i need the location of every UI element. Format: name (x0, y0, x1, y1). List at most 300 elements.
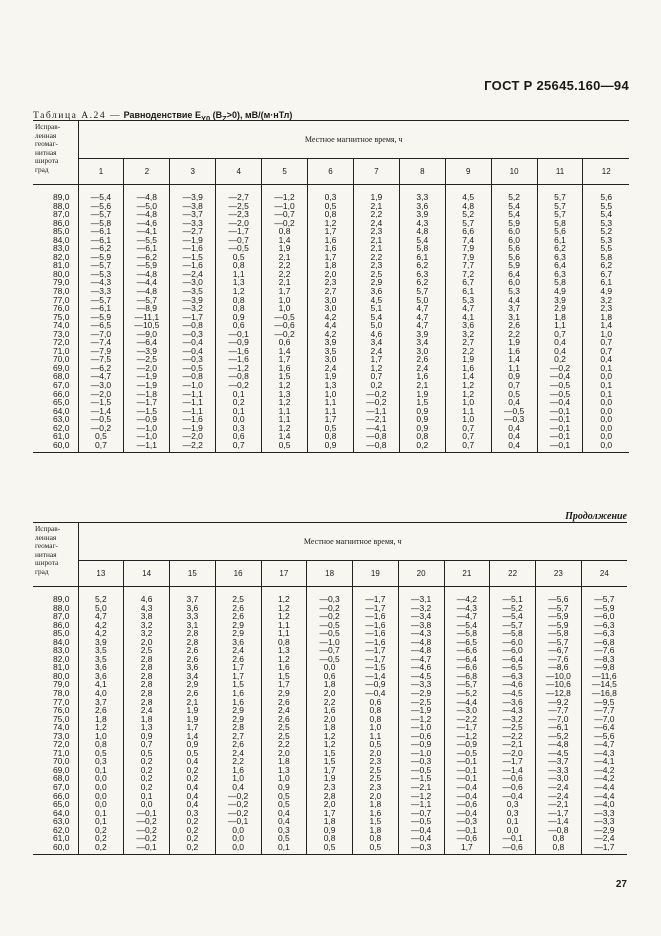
value-cell: —1,5 (398, 774, 444, 783)
value-cell: 2,9 (215, 629, 261, 638)
value-cell: 6,2 (537, 244, 583, 253)
value-cell: 0,2 (78, 843, 124, 855)
value-cell: —2,1 (490, 740, 536, 749)
value-cell: —0,9 (353, 680, 399, 689)
value-cell: —0,1 (444, 766, 490, 775)
hour-header: 15 (170, 561, 216, 587)
value-cell: 2,1 (399, 381, 445, 390)
value-cell: —0,5 (398, 766, 444, 775)
value-cell: 1,3 (124, 723, 170, 732)
value-cell: 0,0 (215, 843, 261, 855)
value-cell: 0,4 (537, 338, 583, 347)
value-cell: —3,7 (170, 210, 216, 219)
value-cell: 2,0 (353, 749, 399, 758)
value-cell: 2,2 (445, 347, 491, 356)
value-cell: 6,4 (491, 270, 537, 279)
value-cell: —0,2 (215, 800, 261, 809)
value-cell: —4,8 (124, 270, 170, 279)
value-cell: —0,1 (490, 834, 536, 843)
latitude-cell: 63,0 (52, 414, 70, 425)
value-cell: —4,6 (124, 219, 170, 228)
value-cell: 1,6 (261, 663, 307, 672)
value-cell: 0,0 (583, 407, 629, 416)
value-cell: 1,9 (170, 715, 216, 724)
value-cell: 0,2 (124, 774, 170, 783)
value-cell: 2,6 (399, 355, 445, 364)
value-cell: 0,7 (78, 441, 124, 453)
value-cell: —6,8 (444, 672, 490, 681)
value-cell: 0,8 (353, 834, 399, 843)
value-cell: 0,1 (124, 792, 170, 801)
value-cell: —3,0 (78, 381, 124, 390)
value-cell: —5,9 (124, 261, 170, 270)
value-cell: —5,7 (581, 587, 627, 604)
value-cell: 5,0 (353, 321, 399, 330)
value-cell: 0,9 (491, 372, 537, 381)
value-cell: —0,5 (216, 244, 262, 253)
value-cell: —4,3 (581, 749, 627, 758)
latitude-header (33, 121, 78, 185)
latitude-cell: 74,0 (52, 320, 70, 331)
value-cell: 5,5 (583, 202, 629, 211)
latitude-cell: 77,0 (52, 696, 70, 707)
value-cell: 5,7 (399, 287, 445, 296)
value-cell: 0,7 (353, 372, 399, 381)
value-cell: —4,3 (490, 706, 536, 715)
value-cell: 0,0 (583, 441, 629, 453)
value-cell: —1,0 (398, 723, 444, 732)
value-cell: 5,6 (491, 253, 537, 262)
value-cell: —7,0 (581, 715, 627, 724)
value-cell: 0,1 (216, 407, 262, 416)
latitude-cell: 87,0 (52, 209, 70, 220)
value-cell: 0,8 (308, 210, 354, 219)
value-cell: —2,7 (170, 227, 216, 236)
value-cell: 0,4 (215, 783, 261, 792)
value-cell: 0,7 (445, 432, 491, 441)
value-cell: 3,6 (78, 672, 124, 681)
value-cell: —3,3 (78, 287, 124, 296)
value-cell: —2,4 (581, 834, 627, 843)
value-cell: 4,7 (399, 304, 445, 313)
hour-header: 1 (78, 159, 124, 185)
value-cell: 5,2 (583, 227, 629, 236)
value-cell: 2,0 (307, 800, 353, 809)
value-cell: —1,6 (353, 621, 399, 630)
value-cell: —6,8 (581, 638, 627, 647)
value-cell: 3,6 (170, 663, 216, 672)
value-cell: 1,8 (537, 313, 583, 322)
value-cell: —0,1 (216, 330, 262, 339)
value-cell: 0,8 (353, 706, 399, 715)
value-cell: 1,7 (262, 287, 308, 296)
hour-header: 16 (215, 561, 261, 587)
value-cell: —1,2 (398, 715, 444, 724)
value-cell: —0,5 (170, 364, 216, 373)
value-cell: —1,4 (536, 817, 582, 826)
value-cell: 2,5 (353, 766, 399, 775)
value-cell: —1,1 (353, 407, 399, 416)
value-cell: —3,2 (170, 304, 216, 313)
value-cell: 4,8 (445, 202, 491, 211)
value-cell: 2,9 (215, 706, 261, 715)
value-cell: —1,1 (398, 800, 444, 809)
latitude-cell: 72,0 (52, 337, 70, 348)
value-cell: —7,6 (536, 655, 582, 664)
value-cell: —4,8 (536, 740, 582, 749)
value-cell: 3,7 (170, 587, 216, 604)
value-cell: 0,0 (307, 663, 353, 672)
value-cell: 2,4 (353, 347, 399, 356)
value-cell: —3,2 (490, 715, 536, 724)
latitude-cell: 78,0 (52, 688, 70, 699)
latitude-cell: 84,0 (52, 636, 70, 647)
value-cell: —1,9 (398, 706, 444, 715)
value-cell: —0,2 (124, 834, 170, 843)
value-cell: —1,5 (170, 253, 216, 262)
value-cell: 4,5 (353, 296, 399, 305)
value-cell: 1,8 (124, 715, 170, 724)
value-cell: 0,2 (78, 826, 124, 835)
value-cell: 1,5 (307, 749, 353, 758)
value-cell: —6,5 (444, 638, 490, 647)
value-cell: 1,5 (262, 372, 308, 381)
value-cell: 1,0 (262, 296, 308, 305)
value-cell: 3,4 (399, 338, 445, 347)
value-cell: 1,1 (262, 415, 308, 424)
value-cell: —2,5 (216, 202, 262, 211)
value-cell: 6,3 (399, 270, 445, 279)
value-cell: 0,2 (170, 766, 216, 775)
latitude-cell: 60,0 (33, 843, 78, 855)
value-cell: 0,1 (216, 390, 262, 399)
value-cell: 0,8 (536, 834, 582, 843)
value-cell: —6,5 (78, 321, 124, 330)
value-cell: 3,1 (170, 621, 216, 630)
value-cell: 3,3 (399, 185, 445, 202)
latitude-cell: 64,0 (52, 405, 70, 416)
value-cell: —1,5 (353, 663, 399, 672)
latitude-cell: 69,0 (52, 764, 70, 775)
value-cell: —1,0 (307, 638, 353, 647)
value-cell: 5,6 (583, 185, 629, 202)
value-cell: 1,6 (308, 244, 354, 253)
value-cell: —1,9 (170, 424, 216, 433)
value-cell: 0,8 (353, 715, 399, 724)
standard-designation: ГОСТ Р 25645.160—94 (484, 78, 629, 93)
value-cell: 3,6 (78, 663, 124, 672)
value-cell: 2,9 (215, 621, 261, 630)
value-cell: 5,6 (491, 244, 537, 253)
value-cell: 0,4 (491, 398, 537, 407)
value-cell: 2,1 (170, 698, 216, 707)
value-cell: 0,2 (124, 783, 170, 792)
value-cell: 7,4 (445, 236, 491, 245)
value-cell: 5,9 (491, 219, 537, 228)
value-cell: 7,9 (445, 253, 491, 262)
value-cell: 1,3 (261, 766, 307, 775)
hour-header: 5 (262, 159, 308, 185)
value-cell: 1,8 (307, 817, 353, 826)
value-cell: —14,5 (581, 680, 627, 689)
hour-header: 22 (490, 561, 536, 587)
value-cell: —0,9 (124, 415, 170, 424)
value-cell: —2,4 (536, 783, 582, 792)
value-cell: 2,4 (399, 364, 445, 373)
value-cell: 2,9 (215, 715, 261, 724)
value-cell: —6,1 (536, 723, 582, 732)
value-cell: —1,5 (124, 407, 170, 416)
value-cell: 2,5 (261, 732, 307, 741)
latitude-cell: 64,0 (52, 807, 70, 818)
hour-header: 23 (536, 561, 582, 587)
value-cell: —4,2 (581, 766, 627, 775)
value-cell: 2,6 (215, 604, 261, 613)
value-cell: —2,7 (216, 185, 262, 202)
value-cell: 0,0 (583, 432, 629, 441)
value-cell: 5,4 (353, 313, 399, 322)
value-cell: 2,0 (353, 792, 399, 801)
hour-header: 9 (445, 159, 491, 185)
latitude-cell: 71,0 (52, 747, 70, 758)
value-cell: 0,9 (307, 826, 353, 835)
hour-header: 18 (307, 561, 353, 587)
value-cell: —0,7 (262, 210, 308, 219)
value-cell: —1,2 (444, 732, 490, 741)
value-cell: —5,9 (78, 313, 124, 322)
value-cell: 3,9 (399, 330, 445, 339)
value-cell: 1,6 (491, 347, 537, 356)
latitude-cell: 68,0 (52, 371, 70, 382)
value-cell: —5,7 (78, 296, 124, 305)
value-cell: 4,2 (78, 621, 124, 630)
hour-header: 8 (399, 159, 445, 185)
value-cell: 0,9 (261, 783, 307, 792)
value-cell: —16,8 (581, 689, 627, 698)
value-cell: 0,1 (583, 381, 629, 390)
value-cell: 1,4 (170, 732, 216, 741)
value-cell: —0,4 (490, 792, 536, 801)
value-cell: —0,1 (537, 432, 583, 441)
latitude-header-text: Исправ- ленная геомаг- нитная широта град (35, 524, 61, 576)
value-cell: 5,5 (583, 244, 629, 253)
value-cell: 0,0 (215, 826, 261, 835)
value-cell: 0,5 (170, 749, 216, 758)
value-cell: —3,0 (536, 774, 582, 783)
value-cell: 1,9 (445, 355, 491, 364)
value-cell: 1,7 (307, 766, 353, 775)
value-cell: 2,0 (307, 689, 353, 698)
value-cell: 1,6 (308, 236, 354, 245)
value-cell: 0,2 (170, 826, 216, 835)
value-cell: —4,5 (536, 749, 582, 758)
value-cell: —0,5 (307, 629, 353, 638)
value-cell: 5,6 (537, 227, 583, 236)
value-cell: 0,0 (215, 834, 261, 843)
value-cell: —2,1 (353, 415, 399, 424)
value-cell: 3,7 (78, 698, 124, 707)
value-cell: —5,8 (444, 629, 490, 638)
value-cell: 3,0 (399, 347, 445, 356)
value-cell: —4,8 (124, 185, 170, 202)
latitude-cell: 81,0 (52, 260, 70, 271)
value-cell: 6,2 (399, 261, 445, 270)
value-cell: —4,2 (581, 774, 627, 783)
hour-header: 13 (78, 561, 124, 587)
value-cell: 2,2 (353, 253, 399, 262)
value-cell: —0,1 (537, 415, 583, 424)
value-cell: 0,3 (216, 424, 262, 433)
table-hours-13-24 (33, 522, 627, 855)
value-cell: 3,2 (124, 629, 170, 638)
latitude-header-text: Исправ- ленная геомаг- нитная широта град (35, 122, 61, 174)
value-cell: —0,9 (216, 338, 262, 347)
latitude-cell: 61,0 (52, 833, 70, 844)
value-cell: 6,4 (537, 261, 583, 270)
value-cell: 1,0 (445, 415, 491, 424)
hour-header: 19 (353, 561, 399, 587)
value-cell: 0,0 (490, 826, 536, 835)
value-cell: 5,7 (537, 210, 583, 219)
value-cell: —3,5 (170, 287, 216, 296)
value-cell: 2,5 (124, 646, 170, 655)
value-cell: —5,7 (536, 604, 582, 613)
value-cell: 5,2 (445, 210, 491, 219)
value-cell: —2,3 (216, 210, 262, 219)
value-cell: —0,2 (262, 330, 308, 339)
value-cell: —6,4 (581, 723, 627, 732)
value-cell: 1,5 (215, 680, 261, 689)
value-cell: —6,1 (124, 244, 170, 253)
value-cell: 4,3 (399, 219, 445, 228)
latitude-cell: 73,0 (52, 730, 70, 741)
value-cell: 5,3 (583, 236, 629, 245)
value-cell: 7,9 (445, 244, 491, 253)
latitude-header (33, 523, 78, 587)
value-cell: 2,4 (215, 646, 261, 655)
value-cell: —0,2 (215, 792, 261, 801)
latitude-cell: 86,0 (52, 217, 70, 228)
value-cell: 0,3 (490, 800, 536, 809)
value-cell: 0,4 (170, 800, 216, 809)
value-cell: —1,6 (170, 261, 216, 270)
value-cell: 2,6 (78, 706, 124, 715)
value-cell: 1,7 (308, 253, 354, 262)
latitude-cell: 60,0 (33, 441, 78, 453)
value-cell: 0,1 (78, 809, 124, 818)
latitude-cell: 82,0 (52, 653, 70, 664)
value-cell: —0,5 (398, 817, 444, 826)
value-cell: —7,5 (78, 355, 124, 364)
value-cell: 1,2 (261, 587, 307, 604)
value-cell: 6,7 (583, 270, 629, 279)
value-cell: 1,6 (215, 766, 261, 775)
value-cell: —5,7 (536, 638, 582, 647)
value-cell: —0,8 (170, 321, 216, 330)
value-cell: —6,0 (490, 646, 536, 655)
value-cell: 6,1 (399, 253, 445, 262)
value-cell: 1,8 (308, 261, 354, 270)
value-cell: —1,4 (353, 672, 399, 681)
value-cell: —6,1 (78, 227, 124, 236)
value-cell: —6,0 (490, 638, 536, 647)
value-cell: 0,3 (308, 185, 354, 202)
latitude-cell: 83,0 (52, 243, 70, 254)
latitude-cell: 80,0 (52, 268, 70, 279)
value-cell: 1,3 (262, 390, 308, 399)
value-cell: —0,2 (215, 809, 261, 818)
value-cell: 1,6 (307, 706, 353, 715)
value-cell: —12,8 (536, 689, 582, 698)
value-cell: 0,9 (399, 415, 445, 424)
value-cell: 1,5 (307, 757, 353, 766)
value-cell: —3,9 (170, 296, 216, 305)
value-cell: 2,7 (308, 287, 354, 296)
latitude-cell: 81,0 (52, 662, 70, 673)
value-cell: 2,8 (170, 638, 216, 647)
hour-header: 12 (583, 159, 629, 185)
value-cell: —0,2 (353, 390, 399, 399)
latitude-cell: 65,0 (52, 397, 70, 408)
value-cell: 0,2 (170, 843, 216, 855)
value-cell: 0,0 (583, 415, 629, 424)
value-cell: 1,4 (262, 236, 308, 245)
value-cell: 1,5 (261, 672, 307, 681)
value-cell: —0,3 (444, 817, 490, 826)
value-cell: 2,6 (170, 646, 216, 655)
value-cell: 2,3 (353, 757, 399, 766)
caption-text: Равноденствие E (123, 110, 201, 120)
value-cell: —0,5 (537, 390, 583, 399)
value-cell: 2,8 (124, 672, 170, 681)
value-cell: —6,1 (78, 304, 124, 313)
value-cell: 0,2 (78, 834, 124, 843)
value-cell: —4,2 (444, 587, 490, 604)
value-cell: —0,3 (398, 757, 444, 766)
value-cell: —2,4 (170, 270, 216, 279)
value-cell: 0,7 (445, 441, 491, 453)
value-cell: 2,9 (537, 304, 583, 313)
value-cell: 2,6 (215, 655, 261, 664)
value-cell: 0,0 (583, 424, 629, 433)
value-cell: —4,3 (444, 604, 490, 613)
value-cell: —0,6 (490, 774, 536, 783)
latitude-cell: 65,0 (52, 799, 70, 810)
value-cell: 0,1 (78, 817, 124, 826)
value-cell: —0,5 (444, 749, 490, 758)
value-cell: 2,4 (215, 749, 261, 758)
value-cell: 4,0 (78, 689, 124, 698)
value-cell: —2,9 (581, 826, 627, 835)
value-cell: 2,8 (124, 698, 170, 707)
latitude-cell: 78,0 (52, 286, 70, 297)
value-cell: 1,1 (308, 407, 354, 416)
latitude-cell: 79,0 (52, 277, 70, 288)
latitude-cell: 75,0 (52, 311, 70, 322)
value-cell: —1,7 (353, 646, 399, 655)
value-cell: 1,5 (399, 398, 445, 407)
value-cell: —0,4 (537, 398, 583, 407)
value-cell: —5,2 (444, 689, 490, 698)
value-cell: —0,6 (262, 321, 308, 330)
value-cell: 0,1 (78, 766, 124, 775)
value-cell: 2,4 (124, 706, 170, 715)
value-cell: —0,5 (78, 415, 124, 424)
value-cell: 3,8 (124, 612, 170, 621)
value-cell: 1,6 (215, 698, 261, 707)
value-cell: 6,1 (583, 278, 629, 287)
value-cell: —5,2 (536, 732, 582, 741)
